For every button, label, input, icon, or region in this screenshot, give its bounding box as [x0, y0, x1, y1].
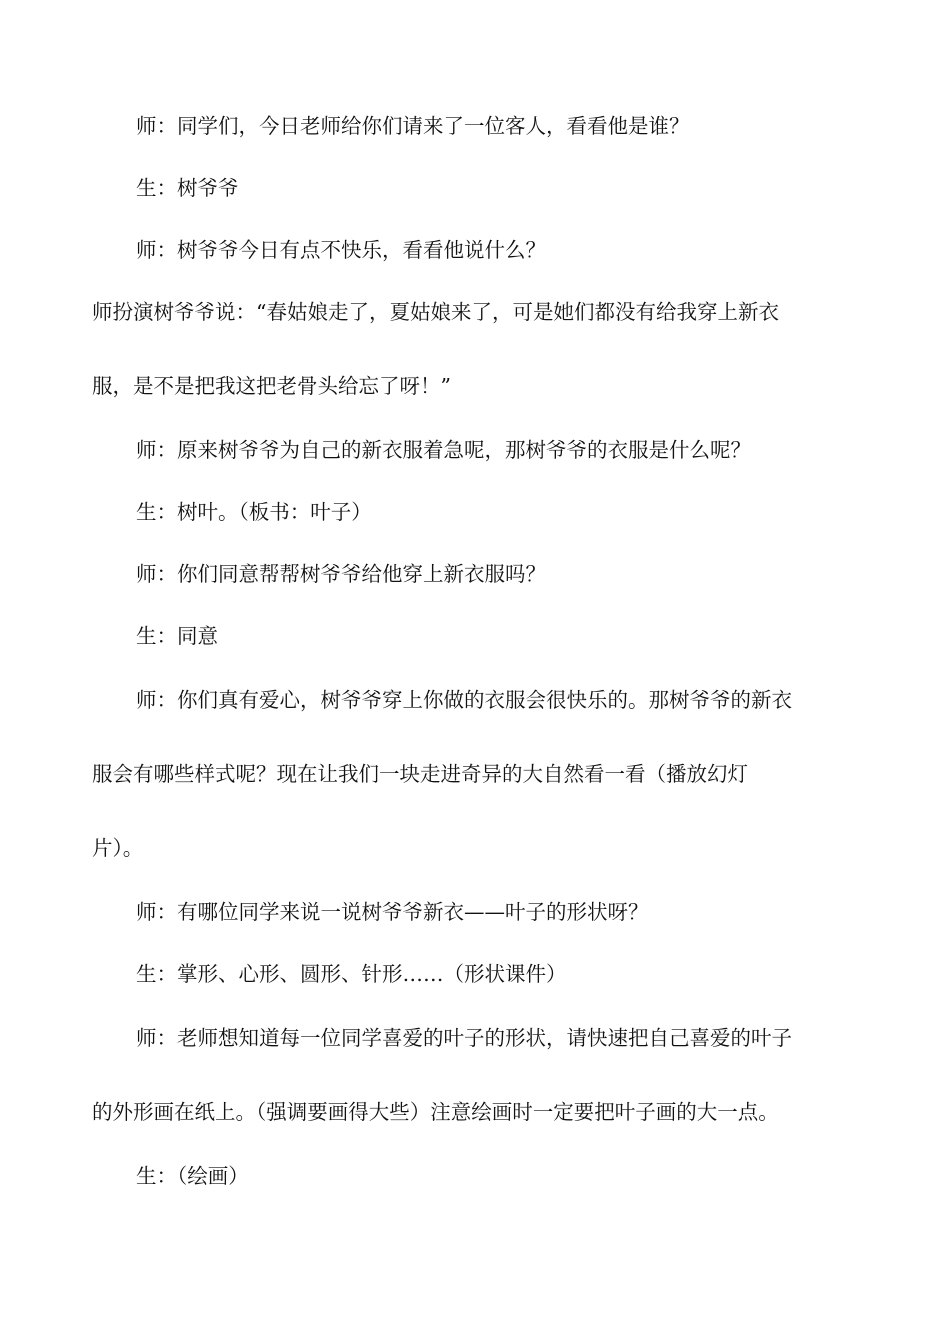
paragraph-line-16: 的外形画在纸上。（强调要画得大些）注意绘画时一定要把叶子画的大一点。 [92, 1100, 779, 1124]
paragraph-line-6: 师：原来树爷爷为自己的新衣服着急呢，那树爷爷的衣服是什么呢？ [136, 438, 751, 462]
paragraph-line-10: 师：你们真有爱心，树爷爷穿上你做的衣服会很快乐的。那树爷爷的新衣 [136, 688, 792, 712]
paragraph-line-17: 生：（绘画） [136, 1164, 249, 1188]
paragraph-line-1: 师：同学们，今日老师给你们请来了一位客人，看看他是谁？ [136, 114, 690, 138]
paragraph-line-4: 师扮演树爷爷说：“春姑娘走了，夏姑娘来了，可是她们都没有给我穿上新衣 [92, 300, 779, 324]
paragraph-line-8: 师：你们同意帮帮树爷爷给他穿上新衣服吗？ [136, 562, 546, 586]
paragraph-line-3: 师：树爷爷今日有点不快乐，看看他说什么？ [136, 238, 546, 262]
paragraph-line-12: 片）。 [92, 836, 144, 860]
paragraph-line-5: 服，是不是把我这把老骨头给忘了呀！” [92, 374, 451, 398]
paragraph-line-14: 生：掌形、心形、圆形、针形……（形状课件） [136, 962, 567, 986]
paragraph-line-13: 师：有哪位同学来说一说树爷爷新衣——叶子的形状呀？ [136, 900, 649, 924]
paragraph-line-7: 生：树叶。（板书：叶子） [136, 500, 372, 524]
paragraph-line-9: 生：同意 [136, 624, 218, 648]
paragraph-line-2: 生：树爷爷 [136, 176, 239, 200]
paragraph-line-11: 服会有哪些样式呢？现在让我们一块走进奇异的大自然看一看（播放幻灯 [92, 762, 748, 786]
paragraph-line-15: 师：老师想知道每一位同学喜爱的叶子的形状，请快速把自己喜爱的叶子 [136, 1026, 792, 1050]
